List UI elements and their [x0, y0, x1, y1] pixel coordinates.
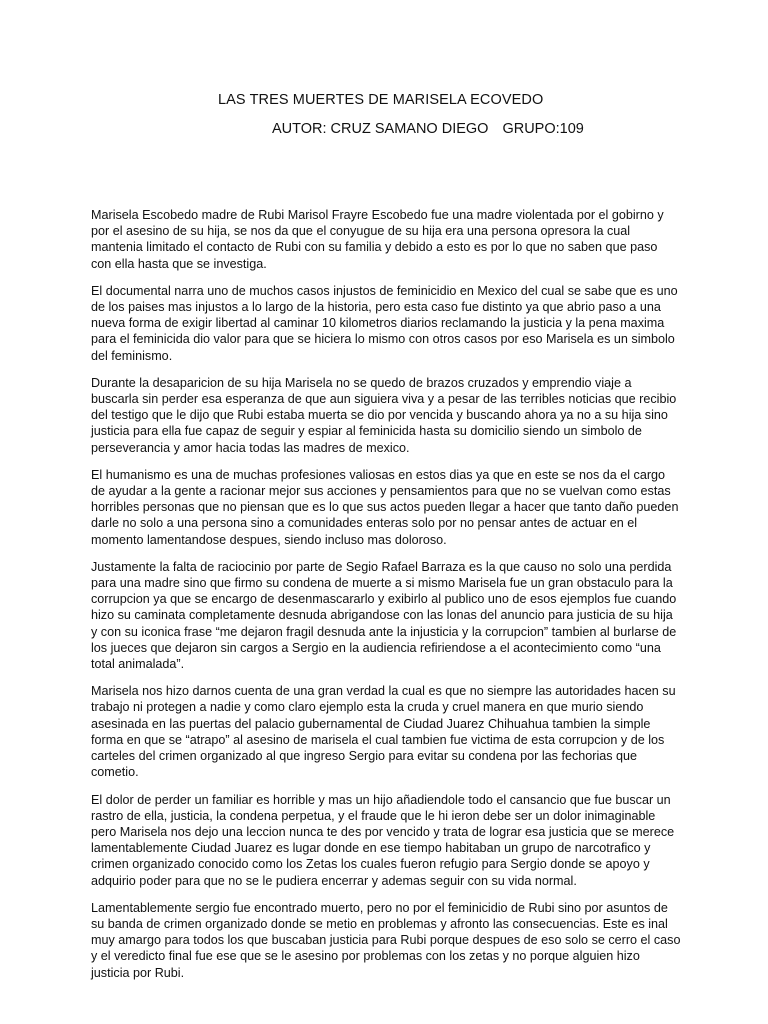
document-body: [91, 207, 681, 992]
group-number: GRUPO:109: [502, 121, 584, 137]
paragraph: Justamente la falta de raciocinio por parte de Segio Rafael Barraza es la que causo no solo una perdida para una madre sino que firmo su condena de muerte a si mismo Marisela fue un gran obstaculo para la corrupcion ya que se encargo de desenmascararlo y exibirlo al publico uno de esos ejemplos fue cuando hizo su caminata completamente desnuda abrigandose con las lonas del anuncio para justicia de su hija y con su iconica frase “me dejaron fragil desnuda ante la injusticia y la corrupcion” tambien al burlarse de los jueces que dejaron sin cargos a Sergio en la audiencia refiriendose a el acontecimiento como “una total animalada”.: [91, 559, 677, 672]
paragraph: Lamentablemente sergio fue encontrado muerto, pero no por el feminicidio de Rubi sino por asuntos de su banda de crimen organizado donde se metio en problemas y afronto las consecuencias. Este es inal muy amargo para todos los que buscaban justicia para Rubi porque despues de eso solo se cerro el caso y el veredicto final fue ese que se le asesino por problemas con los zetas y no porque alguien hizo justicia por Rubi.: [91, 900, 681, 980]
author-line: [272, 121, 584, 137]
paragraph: Durante la desaparicion de su hija Marisela no se quedo de brazos cruzados y emprendio viaje a buscarla sin perder esa esperanza de que aun siguiera viva y a pesar de las terribles noticias que recibio del testigo que le dijo que Rubi estaba muerta se dio por vencida y buscando ahora ya no a su hija sino justicia para ella fue capaz de seguir y espiar al feminicida hasta su domicilio siendo un simbolo de perseverancia y amor hacia todas las madres de mexico.: [91, 375, 677, 455]
paragraph: El dolor de perder un familiar es horrible y mas un hijo añadiendole todo el cansancio que fue buscar un rastro de ella, justicia, la condena perpetua, y el fraude que le hi ieron debe ser un dolor inimaginable pero Marisela nos dejo una leccion nunca te des por vencido y trata de lograr esa justicia que se merece lamentablemente Ciudad Juarez es lugar donde en ese tiempo habitaban un grupo de narcotrafico y crimen organizado conocido como los Zetas los cuales fueron refugio para Sergio donde se apoyo y adquirio poder para que no se le pudiera encerrar y ademas seguir con su vida normal.: [91, 792, 675, 888]
paragraph: El humanismo es una de muchas profesiones valiosas en estos dias ya que en este se nos da el cargo de ayudar a la gente a racionar mejor sus acciones y pensamientos para que no se vuelvan como estas horribles personas que no piensan que es lo que sus actos pueden llegar a hacer que tanto daño pueden darle no solo a una persona sino a comunidades enteras solo por no pensar antes de actuar en el momento lamentandose despues, siendo incluso mas doloroso.: [91, 467, 679, 547]
author-name: AUTOR: CRUZ SAMANO DIEGO: [272, 121, 489, 137]
paragraph: El documental narra uno de muchos casos injustos de feminicidio en Mexico del cual se sabe que es uno de los paises mas injustos a lo largo de la historia, pero esta caso fue distinto ya que abrio paso a una nueva forma de exigir libertad al caminar 10 kilometros diarios reclamando la justicia y la pena maxima para el feminicida dio valor para que se hiciera lo mismo con otros casos por eso Marisela es un simbolo del feminismo.: [91, 283, 678, 363]
paragraph: Marisela Escobedo madre de Rubi Marisol Frayre Escobedo fue una madre violentada por el gobirno y por el asesino de su hija, se nos da que el conyugue de su hija era una persona opresora la cual mantenia limitado el contacto de Rubi con su familia y debido a esto es por lo que no saben que paso con ella hasta que se investiga.: [91, 208, 664, 271]
paragraph: Marisela nos hizo darnos cuenta de una gran verdad la cual es que no siempre las autoridades hacen su trabajo ni protegen a nadie y como claro ejemplo esta la cruda y cruel manera en que murio siendo asesinada en las puertas del palacio gubernamental de Ciudad Juarez Chihuahua tambien la simple forma en que se “atrapo” al asesino de marisela el cual tambien fue victima de esta corrupcion y de los carteles del crimen organizado al que ingreso Sergio para evitar su condena por las fechorias que cometio.: [91, 684, 676, 780]
document-title: LAS TRES MUERTES DE MARISELA ECOVEDO: [218, 92, 544, 108]
